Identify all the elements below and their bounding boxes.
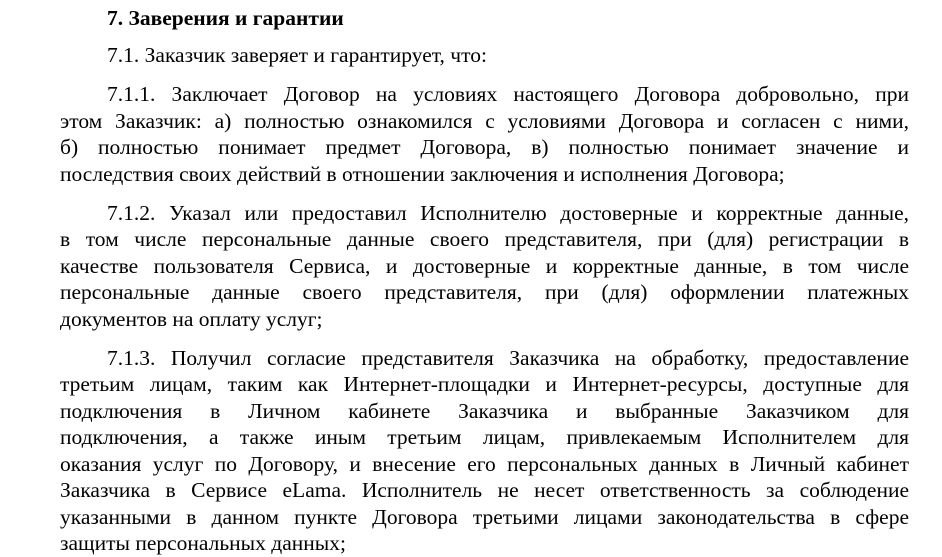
text-line: в том числе персональные данные своего представителя, при (для) регистрации в bbox=[60, 227, 909, 251]
text-line: персональные данные своего представителя, при (для) оформлении платежных bbox=[60, 280, 909, 304]
text-line: подключения, а также иным третьим лицам, привлекаемым Исполнителем для bbox=[60, 425, 909, 449]
text-line: б) полностью понимает предмет Договора, в) полностью понимает значение и bbox=[60, 135, 909, 159]
text-line: указанными в данном пункте Договора третьими лицами законодательства в сфере bbox=[60, 504, 909, 529]
text-line: Заказчика в Сервисе eLama. Исполнитель не несет ответственность за соблюдение bbox=[60, 478, 909, 502]
clause-7-1-2 bbox=[60, 200, 909, 333]
text-line: 7.1.2. Указал или предоставил Исполнителю достоверные и корректные данные, bbox=[107, 200, 909, 225]
text-line: документов на оплату услуг; bbox=[60, 306, 323, 331]
text-line: последствия своих действий в отношении заключения и исполнения Договора; bbox=[60, 161, 785, 186]
text-line: качестве пользователя Сервиса, и достоверные и корректные данные, в том числе bbox=[60, 253, 909, 278]
text-line: оказания услуг по Договору, и внесение его персональных данных в Личный кабинет bbox=[60, 451, 909, 476]
text-line: 7.1.3. Получил согласие представителя Заказчика на обработку, предоставление bbox=[107, 345, 909, 370]
text-line: подключения в Личном кабинете Заказчика и выбранные Заказчиком для bbox=[60, 398, 909, 423]
text-line: третьим лицам, таким как Интернет-площадки и Интернет-ресурсы, доступные для bbox=[60, 372, 909, 396]
text-line: 7.1.1. Заключает Договор на условиях настоящего Договора добровольно, при bbox=[107, 82, 909, 106]
clause-7-1-3 bbox=[60, 345, 909, 557]
clause-7-1: 7.1. Заказчик заверяет и гарантирует, что: bbox=[107, 43, 487, 67]
text-line: защиты персональных данных; bbox=[60, 531, 346, 555]
section-heading: 7. Заверения и гарантии bbox=[107, 6, 344, 30]
text-line: этом Заказчик: а) полностью ознакомился с условиями Договора и согласен с ними, bbox=[60, 108, 909, 133]
clause-7-1-1 bbox=[60, 81, 909, 187]
